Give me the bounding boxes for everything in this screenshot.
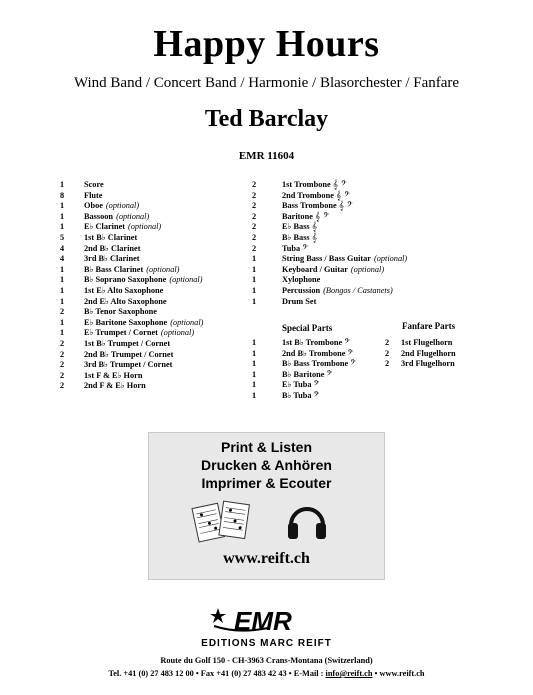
part-quantity: 2 xyxy=(252,201,257,211)
part-row xyxy=(252,222,407,233)
clef-icon: 𝄢 xyxy=(326,369,333,380)
part-label: 3rd B♭ Trumpet / Cornet xyxy=(84,360,173,370)
part-quantity: 1 xyxy=(252,348,257,358)
clef-icon: 𝄢 xyxy=(344,338,350,348)
fanfare-parts-heading: Fanfare Parts xyxy=(402,321,456,331)
part-quantity: 1 xyxy=(60,222,65,232)
part-label: 1st B♭ Trumpet / Cornet xyxy=(84,338,171,348)
part-quantity: 1 xyxy=(252,338,257,347)
part-label: 2nd Flugelhorn xyxy=(401,348,456,358)
part-quantity: 1 xyxy=(60,275,65,285)
clef-icon: 𝄞 𝄢 xyxy=(335,190,350,201)
part-quantity: 2 xyxy=(60,381,65,391)
part-label: 2nd F & E♭ Horn xyxy=(84,381,146,391)
clef-icon: 𝄢 xyxy=(302,243,308,254)
part-row xyxy=(60,244,203,255)
part-label: B♭ Tuba xyxy=(282,390,312,400)
publisher-address: Route du Golf 150 - CH-3963 Crans-Montana (Switzerland) xyxy=(160,656,373,665)
part-quantity: 1 xyxy=(252,380,257,390)
part-label: Bassoon xyxy=(84,211,114,221)
left-parts-list xyxy=(60,180,203,392)
part-row xyxy=(60,360,203,371)
clef-icon: 𝄢 xyxy=(347,348,354,359)
part-label: 1st Flugelhorn xyxy=(401,338,453,347)
part-row xyxy=(60,286,203,297)
part-quantity: 4 xyxy=(60,243,65,253)
part-quantity: 2 xyxy=(252,180,257,189)
part-row xyxy=(252,297,407,308)
part-row xyxy=(252,286,407,297)
part-row xyxy=(252,370,356,381)
part-row xyxy=(60,201,203,212)
part-row xyxy=(252,233,407,244)
part-quantity: 2 xyxy=(252,211,257,221)
part-quantity: 1 xyxy=(60,328,65,338)
part-label: E♭ Trumpet / Cornet xyxy=(84,328,158,338)
part-quantity: 1 xyxy=(252,296,257,306)
clef-icon: 𝄞 𝄢 xyxy=(338,201,353,212)
part-label: 2nd B♭ Trombone xyxy=(282,348,346,358)
part-row xyxy=(60,191,203,202)
part-quantity: 5 xyxy=(60,232,65,242)
part-row xyxy=(252,244,407,255)
publisher-contact xyxy=(0,669,533,678)
part-row xyxy=(252,265,407,276)
part-quantity: 2 xyxy=(60,370,65,380)
part-row xyxy=(60,233,203,244)
part-label: 3rd Flugelhorn xyxy=(401,359,455,369)
part-label: 1st B♭ Clarinet xyxy=(84,232,138,242)
part-optional-note: (optional) xyxy=(169,275,203,285)
part-row xyxy=(60,212,203,223)
contact-prefix: Tel. +41 (0) 27 483 12 00 • Fax +41 (0) 27 483 42 43 • E-Mail : xyxy=(108,669,326,678)
part-label: Flute xyxy=(84,190,103,200)
part-row xyxy=(252,391,356,402)
part-label: 2nd B♭ Trumpet / Cornet xyxy=(84,349,174,359)
part-label: 2nd Trombone xyxy=(282,190,334,200)
special-parts-list xyxy=(252,338,356,402)
part-quantity: 2 xyxy=(60,349,65,359)
part-label: Percussion xyxy=(282,285,321,295)
part-row xyxy=(60,339,203,350)
part-row xyxy=(252,380,356,391)
part-label: B♭ Bass Trombone xyxy=(282,359,349,369)
part-label: String Bass / Bass Guitar xyxy=(282,254,371,264)
clef-icon: 𝄢 xyxy=(313,380,320,391)
part-row xyxy=(385,359,456,370)
logo-text: EMR xyxy=(234,606,292,636)
part-quantity: 1 xyxy=(252,264,257,274)
part-row xyxy=(252,275,407,286)
right-parts-list xyxy=(252,180,407,307)
publisher-name: EDITIONS MARC REIFT xyxy=(201,638,332,649)
part-label: E♭ Tuba xyxy=(282,380,312,390)
part-row xyxy=(252,254,407,265)
part-row xyxy=(60,328,203,339)
part-label: Xylophone xyxy=(282,275,321,285)
part-label: 2nd B♭ Clarinet xyxy=(84,243,141,253)
part-row xyxy=(252,212,407,223)
part-quantity: 1 xyxy=(60,317,65,327)
part-row xyxy=(385,338,456,349)
part-label: 1st B♭ Trombone xyxy=(282,338,343,347)
part-optional-note: (optional) xyxy=(105,201,140,211)
clef-icon: 𝄞 𝄢 xyxy=(332,180,347,190)
part-quantity: 2 xyxy=(385,338,390,347)
part-label: Drum Set xyxy=(282,296,317,306)
part-row xyxy=(60,381,203,392)
part-row xyxy=(60,180,203,191)
part-label: B♭ Soprano Saxophone xyxy=(84,275,167,285)
part-label: 1st E♭ Alto Saxophone xyxy=(84,285,164,295)
special-parts-heading: Special Parts xyxy=(282,323,333,333)
part-optional-note: (optional) xyxy=(146,264,180,274)
part-quantity: 1 xyxy=(60,180,65,189)
catalog-number: EMR 11604 xyxy=(238,150,295,162)
part-optional-note: (optional) xyxy=(350,264,385,274)
part-label: 2nd E♭ Alto Saxophone xyxy=(84,296,167,306)
part-quantity: 2 xyxy=(385,359,390,369)
part-label: Score xyxy=(84,180,104,189)
part-row xyxy=(385,349,456,360)
part-row xyxy=(60,371,203,382)
part-quantity: 2 xyxy=(252,190,257,200)
part-label: E♭ Clarinet xyxy=(84,222,126,232)
piece-title: Happy Hours xyxy=(153,23,380,65)
clef-icon: 𝄞 xyxy=(311,232,317,243)
sheet-music-icon xyxy=(191,499,255,543)
part-label: Tuba xyxy=(282,243,301,253)
part-row xyxy=(252,338,356,349)
emr-logo xyxy=(208,604,326,638)
part-optional-note: (optional) xyxy=(373,254,408,264)
part-quantity: 2 xyxy=(60,360,65,370)
part-quantity: 1 xyxy=(252,254,257,264)
part-row xyxy=(60,307,203,318)
part-row xyxy=(60,222,203,233)
contact-suffix: • www.reift.ch xyxy=(372,669,425,678)
part-quantity: 2 xyxy=(385,348,390,358)
part-label: Bass Trombone xyxy=(282,201,337,211)
part-row xyxy=(252,349,356,360)
part-row xyxy=(252,191,407,202)
promo-line-1: Print & Listen xyxy=(220,439,312,455)
part-row xyxy=(60,254,203,265)
part-label: B♭ Baritone xyxy=(282,369,325,379)
part-label: Oboe xyxy=(84,201,103,211)
part-optional-note: (optional) xyxy=(128,222,162,232)
part-quantity: 1 xyxy=(252,285,257,295)
part-label: E♭ Bass xyxy=(282,222,310,232)
part-quantity: 4 xyxy=(60,254,65,264)
part-label: B♭ Tenor Saxophone xyxy=(84,307,157,317)
part-label: 1st F & E♭ Horn xyxy=(84,370,143,380)
part-row xyxy=(60,350,203,361)
part-quantity: 1 xyxy=(252,369,257,379)
headphones-icon xyxy=(285,499,329,543)
part-label: 3rd B♭ Clarinet xyxy=(84,254,140,264)
part-quantity: 1 xyxy=(60,264,65,274)
composer-name: Ted Barclay xyxy=(204,106,329,132)
promo-line-2: Drucken & Anhören xyxy=(201,457,332,473)
fanfare-parts-list xyxy=(385,338,456,370)
promo-url[interactable]: www.reift.ch xyxy=(223,550,310,567)
ensemble-subtitle: Wind Band / Concert Band / Harmonie / Blasorchester / Fanfare xyxy=(73,75,460,91)
part-label: E♭ Baritone Saxophone xyxy=(84,317,168,327)
part-quantity: 2 xyxy=(60,338,65,348)
part-quantity: 1 xyxy=(252,390,257,400)
part-row xyxy=(252,359,356,370)
part-row xyxy=(252,180,407,191)
clef-icon: 𝄞 xyxy=(311,222,317,233)
promo-line-3: Imprimer & Ecouter xyxy=(201,475,332,491)
part-row xyxy=(60,297,203,308)
part-quantity: 1 xyxy=(60,211,65,221)
part-row xyxy=(60,318,203,329)
part-label: Keyboard / Guitar xyxy=(282,264,348,274)
clef-icon: 𝄢 xyxy=(350,359,356,370)
clef-icon: 𝄞 𝄢 xyxy=(314,211,329,222)
part-row xyxy=(60,275,203,286)
email-link[interactable]: info@reift.ch xyxy=(325,669,373,678)
part-label: B♭ Bass xyxy=(282,232,310,242)
part-label: Baritone xyxy=(282,211,313,221)
part-quantity: 1 xyxy=(60,285,65,295)
part-label: B♭ Bass Clarinet xyxy=(84,264,144,274)
part-quantity: 8 xyxy=(60,190,65,200)
part-quantity: 2 xyxy=(252,243,257,253)
part-row xyxy=(60,265,203,276)
part-quantity: 2 xyxy=(252,232,257,242)
part-quantity: 2 xyxy=(60,307,65,317)
part-optional-note: (optional) xyxy=(170,317,204,327)
part-optional-note: (optional) xyxy=(160,328,195,338)
part-quantity: 2 xyxy=(252,222,257,232)
part-optional-note: (Bongos / Castanets) xyxy=(323,285,393,295)
part-quantity: 1 xyxy=(60,296,65,306)
clef-icon: 𝄢 xyxy=(313,390,320,401)
print-listen-box[interactable] xyxy=(148,432,385,580)
part-quantity: 1 xyxy=(252,359,257,369)
part-quantity: 1 xyxy=(60,201,65,211)
part-label: 1st Trombone xyxy=(282,180,331,189)
part-optional-note: (optional) xyxy=(116,211,150,221)
part-quantity: 1 xyxy=(252,275,257,285)
part-row xyxy=(252,201,407,212)
